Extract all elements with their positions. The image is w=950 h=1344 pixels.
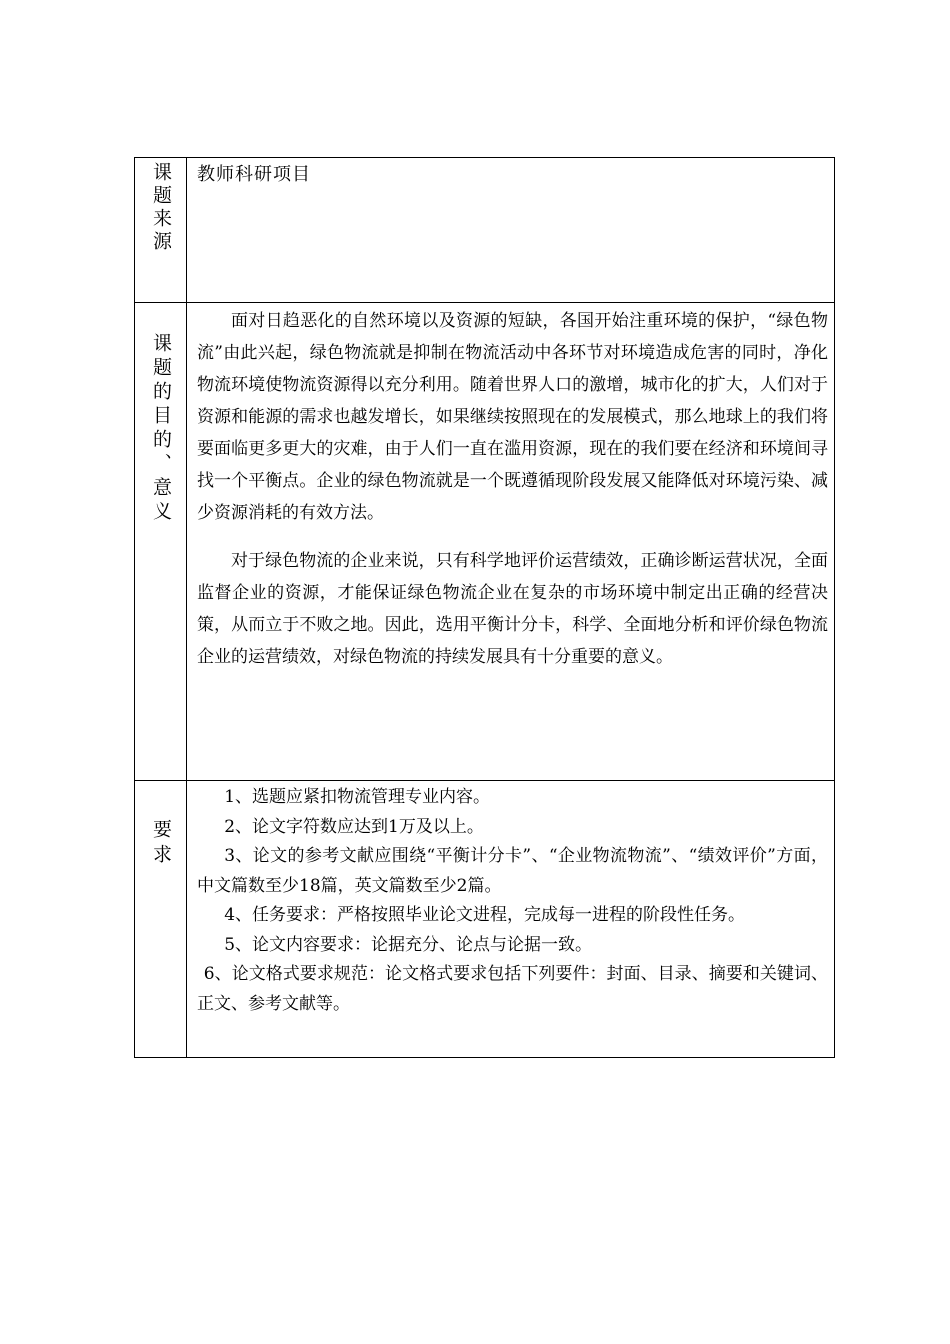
requirements-list xyxy=(187,781,834,1019)
label-cell-source xyxy=(135,158,187,303)
requirement-item: 5、论文内容要求：论据充分、论点与论据一致。 xyxy=(224,934,593,955)
row-requirements xyxy=(135,781,835,1058)
topic-source-value: 教师科研项目 xyxy=(197,164,311,185)
row-topic-source xyxy=(135,158,835,303)
project-form-table xyxy=(134,157,835,1058)
requirement-item: 1、选题应紧扣物流管理专业内容。 xyxy=(224,787,491,807)
row-topic-purpose xyxy=(135,303,835,781)
requirement-item: 4、任务要求：严格按照毕业论文进程，完成每一进程的阶段性任务。 xyxy=(224,905,746,925)
purpose-text-block xyxy=(187,303,834,673)
content-cell-source xyxy=(187,158,835,303)
content-cell-requirements xyxy=(187,781,835,1058)
purpose-paragraph-2: 对于绿色物流的企业来说，只有科学地评价运营绩效，正确诊断运营状况，全面监督企业的资源，才能保证绿色物流企业在复杂的市场环境中制定出正确的经营决策，从而立于不败之地。因此，选用平衡计分卡，科学、全面地分析和评价绿色物流企业的运营绩效，对绿色物流的持续发展具有十分重要的意义。 xyxy=(197,551,828,667)
requirement-item: 3、论文的参考文献应围绕“平衡计分卡”、“企业物流物流”、“绩效评价”方面，中文篇数至少18篇，英文篇数至少2篇。 xyxy=(197,846,828,896)
requirement-item: 6、论文格式要求规范：论文格式要求包括下列要件：封面、目录、摘要和关键词、正文、参考文献等。 xyxy=(197,964,828,1014)
label-requirements: 要求 xyxy=(150,819,172,869)
label-cell-requirements xyxy=(135,781,187,1058)
label-cell-purpose xyxy=(135,303,187,781)
content-cell-purpose xyxy=(187,303,835,781)
label-topic-source: 课题来源 xyxy=(150,162,172,254)
label-topic-purpose: 课题的目的、意义 xyxy=(150,333,172,525)
purpose-paragraph-1: 面对日趋恶化的自然环境以及资源的短缺，各国开始注重环境的保护，“绿色物流”由此兴起，绿色物流就是抑制在物流活动中各环节对环境造成危害的同时，净化物流环境使物流资源得以充分利用。随着世界人口的激增，城市化的扩大，人们对于资源和能源的需求也越发增长，如果继续按照现在的发展模式，那么地球上的我们将要面临更多更大的灾难，由于人们一直在滥用资源，现在的我们要在经济和环境间寻找一个平衡点。企业的绿色物流就是一个既遵循现阶段发展又能降低对环境污染、减少资源消耗的有效方法。 xyxy=(197,311,828,523)
requirement-item: 2、论文字符数应达到1万及以上。 xyxy=(224,816,484,837)
